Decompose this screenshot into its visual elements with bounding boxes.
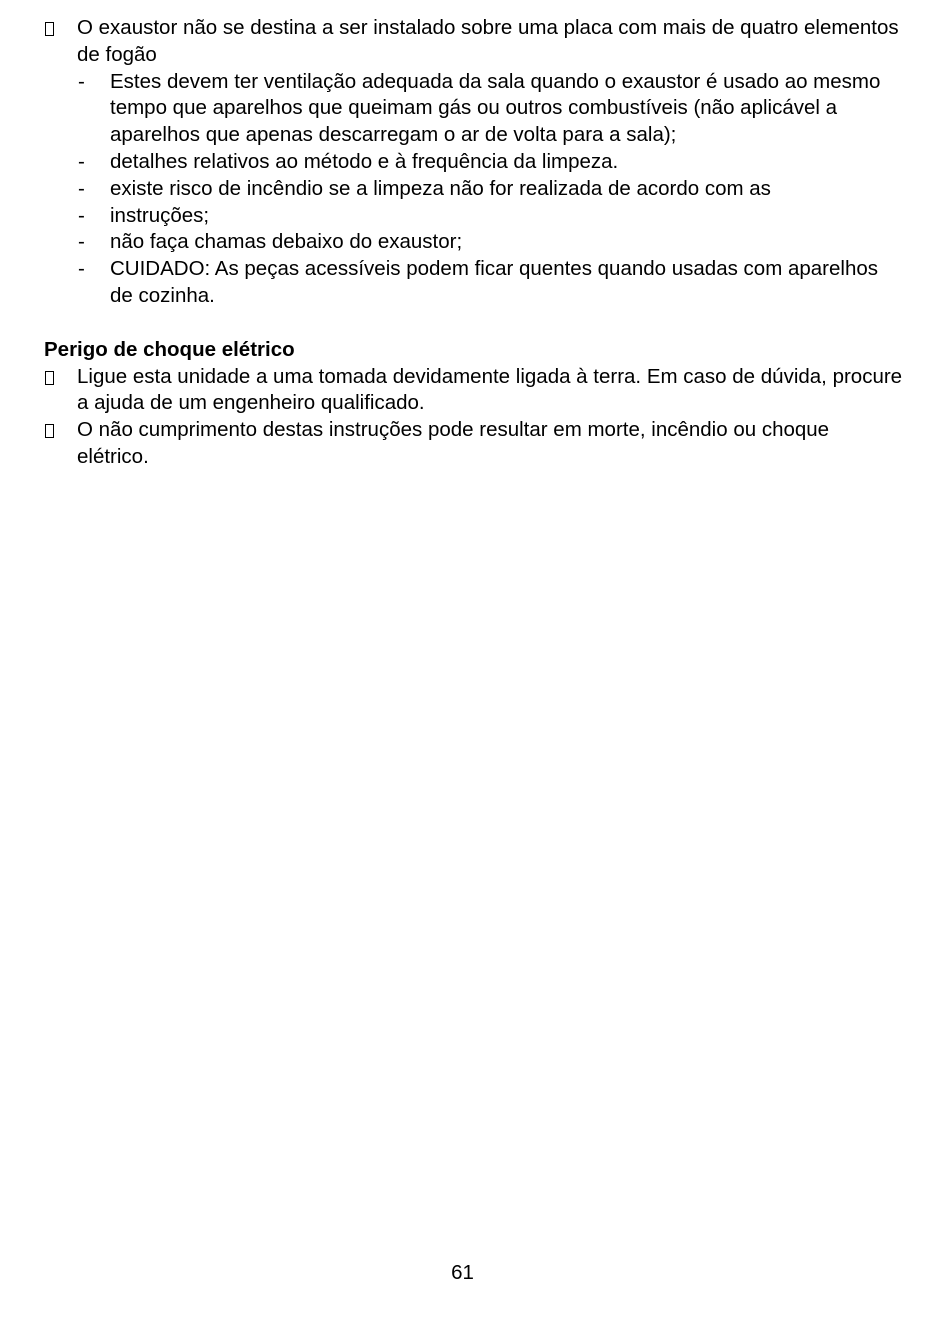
list-item bbox=[44, 256, 904, 310]
square-bullet-icon bbox=[45, 22, 54, 36]
dash-marker: - bbox=[78, 149, 85, 173]
page-number: 61 bbox=[451, 1261, 474, 1284]
list-item bbox=[44, 149, 904, 176]
list-item bbox=[44, 176, 904, 203]
bullet-text: O não cumprimento destas instruções pode resultar em morte, incêndio ou choque elétrico. bbox=[77, 418, 830, 468]
list-item bbox=[44, 203, 904, 230]
dash-marker: - bbox=[78, 69, 85, 93]
list-item-text: existe risco de incêndio se a limpeza não for realizada de acordo com as bbox=[110, 176, 771, 200]
dash-marker: - bbox=[78, 257, 85, 281]
bullet-earthing bbox=[44, 364, 904, 418]
dash-marker: - bbox=[78, 230, 85, 254]
square-bullet-icon bbox=[45, 371, 54, 385]
bullet-text: O exaustor não se destina a ser instalado sobre uma placa com mais de quatro elementos de fogão bbox=[77, 16, 899, 66]
sub-list bbox=[44, 69, 904, 310]
list-item-text: não faça chamas debaixo do exaustor; bbox=[110, 230, 463, 254]
dash-marker: - bbox=[78, 203, 85, 227]
list-item bbox=[44, 229, 904, 256]
bullet-text: Ligue esta unidade a uma tomada devidamente ligada à terra. Em caso de dúvida, procure a ajuda de um engenheiro qualificado. bbox=[77, 364, 903, 415]
list-item-text: Estes devem ter ventilação adequada da sala quando o exaustor é usado ao mesmo tempo que aparelhos que queimam gás ou outros combustíveis (não aplicável a aparelhos que apenas descarregam o ar de volta para a sala); bbox=[110, 69, 881, 147]
bullet-noncompliance bbox=[44, 417, 904, 471]
bullet-hood-installation bbox=[44, 15, 904, 69]
list-item-text: instruções; bbox=[110, 203, 210, 227]
square-bullet-icon bbox=[45, 424, 54, 438]
dash-marker: - bbox=[78, 176, 85, 200]
list-item-text: CUIDADO: As peças acessíveis podem ficar quentes quando usadas com aparelhos de cozinha. bbox=[110, 257, 879, 307]
section-heading: Perigo de choque elétrico bbox=[44, 337, 295, 361]
list-item-text: detalhes relativos ao método e à frequência da limpeza. bbox=[110, 149, 619, 173]
list-item bbox=[44, 69, 904, 149]
page-content bbox=[44, 15, 904, 471]
